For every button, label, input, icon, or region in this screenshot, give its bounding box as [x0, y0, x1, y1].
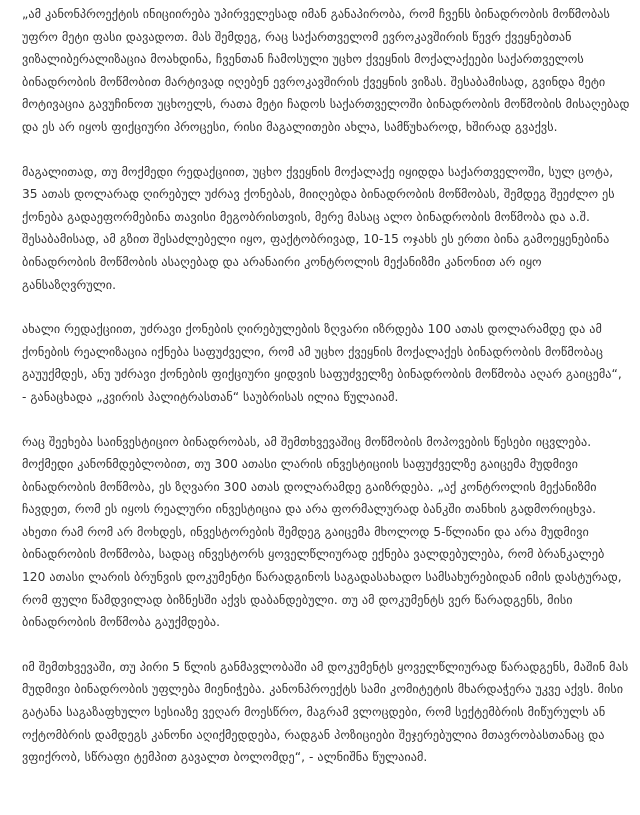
paragraph-3: ახალი რედაქციით, უძრავი ქონების ღირებულების ზღვარი იზრდება 100 ათას დოლარამდე და ამ ქონების რეალიზაცია იქნება საფუძველი, რომ ამ უცხო ქვეყნის მოქალაქეს ბინადრობის მოწმობაც გაუუქმდეს, ანუ უძრავი ქონების ფიქციური ყიდვის საფუძველზე ბინადრობის მოწმობა აღარ გაიცემა“, - განაცხადა „კვირის პალიტრასთან“ საუბრისას ილია წულაიამ.	[22, 322, 622, 404]
paragraph-1: „ამ კანონპროექტის ინიციირება უპირველესად იმან განაპირობა, რომ ჩვენს ბინადრობის მოწმობას უფრო მეტი ფასი დავადოთ. მას შემდეგ, რაც საქართველომ ევროკავშირის წევრ ქვეყნებთან ვიზალიბერალიზაცია მოახდინა, ჩვენთან ჩამოსული უცხო ქვეყნის მოქალაქეები საქართველოს ბინადრობის მოწმობით მარტივად იღებენ ევროკავშირის ქვეყნის ვიზას. შესაბამისად, გვინდა მეტი მოტივაცია გავუჩინოთ უცხოელს, რათა მეტი ჩადოს საქართველოში ბინადრობის მოწმობის მისაღებად და ეს არ იყოს ფიქციური პროცესი, რისი მაგალითები ახლა, სამწუხაროდ, ხშირად გვაქვს.	[22, 7, 630, 134]
paragraph-5: იმ შემთხვევაში, თუ პირი 5 წლის განმავლობაში ამ დოკუმენტს ყოველწლიურად წარადგენს, მაშინ მას მუდმივი ბინადრობის უფლება მიენიჭება. კანონპროექტს სამი კომიტეტის მხარდაჭერა უკვე აქვს. მისი გატანა საგაზაფხულო სესიაზე ვეღარ მოესწრო, მაგრამ ვლოცდები, რომ სექტემბრის მიწურულს ან ოქტომბრის დამდეგს კანონი აღიქმედდება, რადგან პოზიციები შეჯერებულია მთავრობასთანაც და ვფიქრობ, სწრაფი ტემპით გავალთ ბოლომდე“, - ალნიშნა წულაიამ.	[22, 659, 629, 765]
paragraph-4: რაც შეეხება საინვესტიციო ბინადრობას, ამ შემთხვევაშიც მოწმობის მოპოვების წესები იცვლება. მოქმედი კანონმდებლობით, თუ 300 ათასი ლარის ინვესტიციის საფუძველზე გაიცემა მუდმივი ბინადრობის მოწმობა, ეს ზღვარი 300 ათას დოლარამდე გაიზრდება. „აქ კონტროლის მექანიზმი ჩავდეთ, რომ ეს იყოს რეალური ინვესტიცია და არა ფორმალურად ბანკში თანხის გადმორიცხვა. ახეთი რამ რომ არ მოხდეს, ინვესტორების შემდეგ გაიცემა მხოლოდ 5-წლიანი და არა მუდმივი ბინადრობის მოწმობა, სადაც ინვესტორს ყოველწლიურად ექნება ვალდებულება, რომ ბრანკალებ 120 ათასი ლარის ბრუნვის დოკუმენტი წარადგინოს საგადასახადო სამსახურებიდან იმის დასტურად, რომ ფული წამდვილად ბიზნესში აქვს დაბანდებული. თუ ამ დოკუმენტს ვერ წარადგენს, მისი ბინადრობის მოწმობა გაუქმდება.	[22, 434, 622, 630]
paragraph-2: მაგალითად, თუ მოქმედი რედაქციით, უცხო ქვეყნის მოქალაქე იყიდდა საქართველოში, სულ ცოტა, 35 ათას დოლარად ღირებულ უძრავ ქონებას, მიიღებდა ბინადრობის მოწმობას, შემდეგ შეეძლო ეს ქონება გადაეფორმებინა თავისი მეგობრისთვის, მერე მასაც ალო ბინადრობის მოწმობა და ა.შ. შესაბამისად, ამ გზით შესაძლებელი იყო, ფაქტობრივად, 10-15 ოჯახს ეს ერთი ბინა გამოეყენებინა ბინადრობის მოწმობის ასაღებად და არანაირი კონტროლის მექანიზმი კანონით არ იყო განსაზღვრული.	[22, 164, 615, 292]
